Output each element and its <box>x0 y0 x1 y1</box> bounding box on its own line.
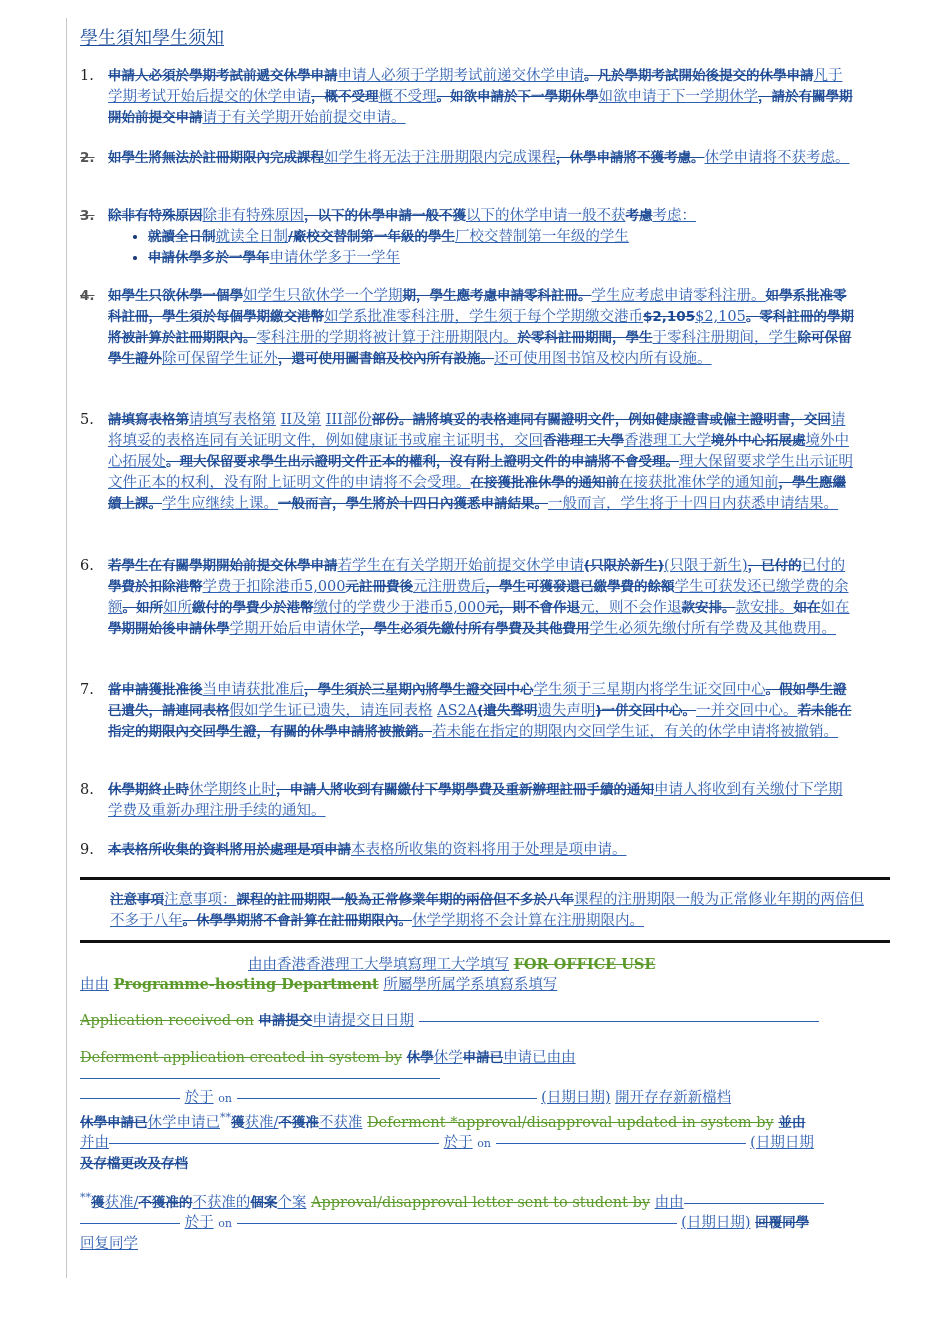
deleted-text: 學費於扣除港幣 <box>108 579 203 595</box>
deleted-text: 。凡於學期考試開始後提交的休學申請 <box>584 68 814 84</box>
item-number: 9. <box>80 842 94 858</box>
deleted-text: (只限於新生) <box>584 558 664 574</box>
deleted-text: 境外中心拓展處 <box>711 433 806 449</box>
office-heading <box>80 955 940 995</box>
inserted-text: 休学 <box>433 1050 463 1066</box>
inserted-text: 以下的休学申请一般不获 <box>466 208 626 224</box>
inserted-text: 学生可获发还已缴学费的余额 <box>108 579 849 616</box>
inserted-text: 於于 <box>443 1134 473 1151</box>
list-item-2 <box>80 148 855 169</box>
deleted-english-text: Deferment *approval/disapproval updated in system by <box>367 1114 774 1131</box>
inserted-text: 於于 <box>184 1090 214 1106</box>
inserted-text: 不获准的 <box>192 1194 251 1211</box>
deleted-text: ，以下的休學申請一般不獲 <box>304 208 466 224</box>
inserted-text: 凡于学期考试开始后提交的休学申请 <box>108 68 843 105</box>
inserted-text: 回复同学 <box>80 1235 138 1252</box>
inserted-text: 款安排。 <box>735 600 794 616</box>
inserted-text: 注意事项 <box>164 892 222 908</box>
inserted-text: 考虑： <box>652 208 696 224</box>
inserted-text: 所屬學所属学系填寫系填写 <box>383 977 558 993</box>
item-number: 7. <box>80 682 94 698</box>
inserted-text: 元，则不会作退 <box>580 600 682 616</box>
deleted-text: 回覆同學 <box>755 1214 810 1231</box>
inserted-text: 。 <box>391 110 406 126</box>
deleted-text: ，請於有關學期開始前提交申請 <box>108 89 853 126</box>
inserted-text: 5,000 <box>304 579 346 595</box>
deleted-english-text: on <box>477 1136 491 1150</box>
fill-in-line[interactable] <box>684 1202 824 1204</box>
inserted-text: 学生须于三星期内将学生证交回中心 <box>533 682 766 698</box>
note-box <box>110 890 865 932</box>
inserted-text: 假如学生证已遗失，请连同表格 <box>229 703 433 719</box>
inserted-text: 香港理工大学 <box>624 433 711 449</box>
deleted-text: 。如欲申請於下一學期休學 <box>436 89 599 105</box>
inserted-text: 概不受理 <box>378 89 437 105</box>
fill-in-line[interactable] <box>496 1142 746 1144</box>
inserted-text: 请填写表格第 <box>189 412 276 428</box>
inserted-text: 申请提交日日期 <box>312 1013 414 1029</box>
inserted-text: (日期日期) <box>681 1214 751 1231</box>
fill-in-line[interactable] <box>109 1142 439 1144</box>
inserted-text: 休学申请将不获考虑。 <box>704 150 850 166</box>
inserted-text: 学生必须先缴付所有学费及其他费用 <box>589 621 822 637</box>
bullet-list <box>108 227 855 269</box>
deleted-text: 請填寫表格第 <box>108 412 189 428</box>
deleted-text: 請將填妥的表格連同有關證明文件，例如健康證書或僱主證明書，交回 <box>412 412 831 428</box>
inserted-text: 部份 <box>342 412 372 428</box>
inserted-text: 於于 <box>184 1214 214 1231</box>
inserted-text: 由由 <box>654 1194 684 1211</box>
item-number: 1. <box>80 68 94 84</box>
deleted-text: 除非有特殊原因 <box>108 208 203 224</box>
deleted-english-text: Approval/disapproval letter sent to student by <box>311 1194 651 1211</box>
deleted-text: 考慮 <box>625 208 653 224</box>
deleted-text: 。如所 <box>122 600 163 616</box>
inserted-text: 课程的注册期限一般为正常修业年期的两倍但不多于八年 <box>110 892 864 929</box>
inserted-text: 申请人将收到有关缴付下学期学费及重新办理注册手续的通知 <box>108 782 843 819</box>
inserted-text: 由由香港香港理工大學填寫理工大学填写 <box>248 957 509 973</box>
deleted-text: 不獲准 <box>278 1114 319 1131</box>
deleted-text: ，休學申請將不獲考慮。 <box>556 150 705 166</box>
deleted-text: 繳付的學費少於港幣 <box>192 600 314 616</box>
inserted-text: 厂校交替制第一年级的学生 <box>454 229 629 245</box>
deleted-text: 如在 <box>793 600 821 616</box>
revision-margin-bar <box>66 18 67 1278</box>
inserted-text: 一般而言，学生将于十四日内获悉申请结果。 <box>548 496 838 512</box>
deleted-english-text: on <box>218 1216 232 1230</box>
item-number: 2. <box>80 150 95 166</box>
bullet-item <box>148 227 855 248</box>
fill-in-line[interactable] <box>419 1020 819 1022</box>
fill-in-line[interactable] <box>237 1222 677 1224</box>
inserted-text: 当申请获批准后 <box>202 682 304 698</box>
inserted-text: 就读全日制 <box>215 229 288 245</box>
inserted-text: 休学申请已 <box>147 1114 220 1131</box>
deleted-text: 當申請獲批准後 <box>108 682 203 698</box>
inserted-text: 如所 <box>163 600 192 616</box>
inserted-text: 元注册费后 <box>413 579 486 595</box>
list-item-6 <box>80 556 855 640</box>
inserted-text: 请于有关学期开始前提交申请 <box>202 110 391 126</box>
inserted-text: 请将填妥的表格连同有关证明文件，例如健康证书或雇主证明书，交回 <box>108 412 846 449</box>
deleted-text: 。休學學期將不會計算在註冊期限內。 <box>182 913 412 929</box>
deleted-text: 若未能在指定的期限內交回學生證，有關的休學申請將被撤銷。 <box>108 703 852 740</box>
deleted-text: ，概不受理 <box>311 89 379 105</box>
office-row-letter <box>80 1188 940 1254</box>
inserted-text: 申请已由由 <box>503 1050 576 1066</box>
inserted-text: 若学生在有关学期开始前提交休学申请 <box>337 558 584 574</box>
deleted-text: 課程的註冊期限一般為正常修業年期的兩倍但不多於八年 <box>236 892 574 908</box>
item-number: 3. <box>80 208 95 224</box>
list-item-1 <box>80 66 855 129</box>
deleted-text: ，學生必須先繳付所有學費及其他費用 <box>360 621 590 637</box>
deleted-text: 如學系批准零科註冊，學生須於每個學期繳交港幣 <box>108 288 847 325</box>
inserted-text: 本表格所收集的资料将用于处理是项申请 <box>351 842 612 858</box>
inserted-text: 已付的 <box>801 558 846 574</box>
list-item-5 <box>80 410 855 515</box>
inserted-text: 申请人必须于学期考试前递交休学申请 <box>337 68 584 84</box>
office-row-approval <box>80 1108 940 1174</box>
fill-in-line[interactable] <box>80 1097 180 1099</box>
fill-in-line[interactable] <box>80 1077 440 1079</box>
deleted-text: ，已付的 <box>747 558 802 574</box>
deleted-text: (遺失聲明 <box>477 703 538 719</box>
inserted-text: 及第 <box>292 412 322 428</box>
divider <box>80 877 890 880</box>
inserted-text: 如欲申请于下一学期休学 <box>598 89 758 105</box>
deleted-text: 。理大保留要求學生出示證明文件正本的權利，沒有附上證明文件的申請將不會受理。 <box>166 454 679 470</box>
inserted-text: 学期开始后申请休学 <box>229 621 360 637</box>
deleted-text: 學期開始後申請休學 <box>108 621 230 637</box>
deleted-text: 部份。 <box>371 412 413 428</box>
deleted-text: 獲 <box>231 1114 245 1131</box>
inserted-text: / <box>133 1194 139 1211</box>
list-item-7 <box>80 680 855 743</box>
divider <box>80 940 890 943</box>
inserted-text: 遗失声明 <box>537 703 596 719</box>
inserted-text: (只限于新生) <box>663 558 748 574</box>
inserted-text: 并由 <box>80 1134 109 1151</box>
deleted-text: ，學生須於三星期內將學生證交回中心 <box>304 682 534 698</box>
inserted-text: 理大保留要求学生出示证明文件正本的权利，没有附上证明文件的申请将不会受理。 <box>108 454 853 491</box>
deleted-text: 申請已 <box>462 1050 504 1066</box>
item-number: 4. <box>80 288 95 304</box>
inserted-text: 。 <box>612 842 627 858</box>
deleted-english-text: Deferment application created in system by <box>80 1050 403 1066</box>
item-number: 8. <box>80 782 94 798</box>
item-number: 6. <box>80 558 94 574</box>
inserted-text: III <box>325 412 343 428</box>
deleted-text: 款安排。 <box>681 600 736 616</box>
inserted-text: $2,105 <box>695 309 746 325</box>
inserted-text: (日期日期) <box>541 1090 611 1106</box>
inserted-text: 零科注册的学期将被计算于注册期限内。 <box>256 330 518 346</box>
bullet-item <box>148 248 855 269</box>
deleted-text: ，學生可獲發還已繳學費的餘額 <box>485 579 675 595</box>
inserted-text: 学费于扣除港币 <box>202 579 304 595</box>
deleted-text: 休學 <box>406 1050 434 1066</box>
inserted-text: 学生应继续上课。 <box>162 496 278 512</box>
inserted-text: 如学生将无法于注册期限内完成课程 <box>324 150 556 166</box>
inserted-text: 申请休学多于一学年 <box>269 250 400 266</box>
inserted-text: 5,000 <box>444 600 486 616</box>
inserted-text: 一并交回中心。 <box>696 703 798 719</box>
list-item-3 <box>80 206 855 269</box>
list-item-4 <box>80 286 855 370</box>
deleted-text: 在接獲批准休學的通知前 <box>470 475 619 491</box>
inserted-text: 还可使用图书馆及校内所有设施。 <box>494 351 712 367</box>
inserted-text: 除可保留学生证外 <box>162 351 278 367</box>
list-item-9 <box>80 840 855 861</box>
deleted-text: 除可保留學生證外 <box>108 330 852 367</box>
deleted-text: 申請人必須於學期考試前遞交休學申請 <box>108 68 338 84</box>
inserted-text: 由由 <box>80 977 109 993</box>
list-item-8 <box>80 780 855 822</box>
fill-in-line[interactable] <box>80 1222 180 1224</box>
deleted-english-text: Application received on <box>80 1013 254 1029</box>
inserted-text: 休学期终止时 <box>189 782 276 798</box>
inserted-text: ： <box>222 892 237 908</box>
deleted-text: 。假如學生證已遺失，請連同表格 <box>108 682 847 719</box>
page-title: 學生須知學生须知 <box>80 28 224 49</box>
deleted-text: 如學生只欲休學一個學 <box>108 288 243 304</box>
office-row-created <box>80 1048 940 1109</box>
asterisk-mark: ** <box>220 1111 231 1124</box>
deleted-text: ，學生應繼續上課。 <box>108 475 846 512</box>
inserted-text: II <box>280 412 293 428</box>
deleted-text: )一併交回中心。 <box>595 703 697 719</box>
inserted-text: (日期日期 <box>750 1134 814 1151</box>
deleted-text: 個案 <box>250 1194 278 1211</box>
deleted-text: 本表格所收集的資料將用於處理是項申請 <box>108 842 351 858</box>
inserted-text: 学生应考虑申请零科注册。 <box>591 288 766 304</box>
deleted-text: 休學申請已 <box>80 1114 148 1131</box>
deleted-text: 就讀全日制 <box>148 229 216 245</box>
deleted-text: 及存檔更改及存档 <box>80 1155 188 1172</box>
inserted-text: AS2A <box>437 703 478 719</box>
inserted-text: 若未能在指定的期限内交回学生证，有关的休学申请将被撤销。 <box>432 724 838 740</box>
deleted-text: 獲 <box>91 1194 105 1211</box>
inserted-text: 除非有特殊原因 <box>202 208 304 224</box>
inserted-text: 获准 <box>244 1114 274 1131</box>
inserted-text: 获准 <box>104 1194 134 1211</box>
deleted-text: /廠校交替制第一年級的學生 <box>288 229 455 245</box>
deleted-text: 元註冊費後 <box>345 579 414 595</box>
deleted-text: 休學期終止時 <box>108 782 189 798</box>
inserted-text: 个案 <box>277 1194 307 1211</box>
deleted-text: 注意事項 <box>110 892 164 908</box>
inserted-text: 在接获批准休学的通知前 <box>619 475 779 491</box>
deleted-english-text: FOR OFFICE USE <box>513 956 656 973</box>
inserted-text: 。 <box>311 803 326 819</box>
deleted-text: 並由 <box>778 1114 806 1131</box>
asterisk-mark: ** <box>80 1191 91 1204</box>
fill-in-line[interactable] <box>237 1097 537 1099</box>
deleted-text: ，還可使用圖書館及校內所有設施。 <box>278 351 494 367</box>
deleted-text: 元，則不會作退 <box>485 600 581 616</box>
deleted-text: 若學生在有關學期開始前提交休學申請 <box>108 558 338 574</box>
inserted-text: 境外中心拓展处 <box>108 433 849 470</box>
item-number: 5. <box>80 412 94 428</box>
deleted-text: 香港理工大學 <box>543 433 624 449</box>
inserted-text: 缴付的学费少于港币 <box>313 600 444 616</box>
inserted-text: 如学生只欲休学一个学期 <box>243 288 403 304</box>
inserted-text: 不获准 <box>318 1114 363 1131</box>
deleted-text: 。零科註冊的學期將被計算於註冊期限內。 <box>108 309 854 346</box>
deleted-text: 申請休學多於一學年 <box>148 250 270 266</box>
inserted-text: 于零科注册期间，学生 <box>652 330 798 346</box>
inserted-text: 。 <box>821 621 836 637</box>
deleted-english-text: Programme-hosting Department <box>113 976 379 993</box>
office-row-received <box>80 1011 940 1031</box>
inserted-text: 如学系批准零科注册，学生须于每个学期缴交港币 <box>324 309 643 325</box>
inserted-text: 如在 <box>820 600 850 616</box>
deleted-text: 申請提交 <box>258 1013 313 1029</box>
deleted-text: 不獲准的 <box>138 1194 193 1211</box>
deleted-text: 於零科註冊期間，學生 <box>517 330 653 346</box>
deleted-text: 期，學生應考慮申請零科註冊。 <box>402 288 592 304</box>
inserted-text: 休学学期将不会计算在注册期限内。 <box>412 913 644 929</box>
deleted-text: 如學生將無法於註冊期限內完成課程 <box>108 150 324 166</box>
deleted-english-text: on <box>218 1092 232 1105</box>
deleted-text: 一般而言，學生將於十四日內獲悉申請結果。 <box>278 496 548 512</box>
inserted-text: / <box>273 1114 279 1131</box>
deleted-text: $2,105 <box>643 309 696 325</box>
deleted-text: ，申請人將收到有關繳付下學期學費及重新辦理註冊手續的通知 <box>276 782 654 798</box>
inserted-text: 開开存存新新檔档 <box>615 1090 732 1106</box>
